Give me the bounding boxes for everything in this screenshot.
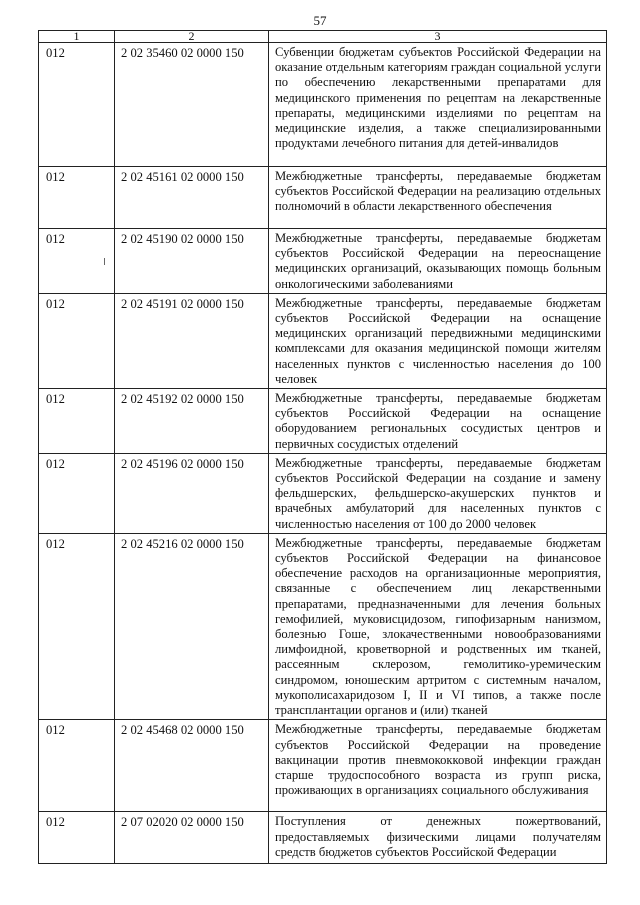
table-row: [39, 720, 607, 812]
table-row: [39, 453, 607, 533]
table-row: [39, 229, 607, 294]
revenue-description-cell: Межбюджетные трансферты, передаваемые бюджетам субъектов Российской Федерации на проведение вакцинации против пневмококковой инфекции граждан старше трудоспособного возраста из групп риска, проживающих в организациях социального обслуживания: [269, 720, 607, 812]
table-row: [39, 293, 607, 388]
admin-code-cell: 012: [39, 812, 115, 864]
admin-code-cell: 012: [39, 43, 115, 167]
revenue-description-cell: Межбюджетные трансферты, передаваемые бюджетам субъектов Российской Федерации на финансовое обеспечение расходов на организационные мероприятия, связанные с обеспечением лиц лекарственными препаратами, предназначенными для лечения больных гемофилией, муковисцидозом, гипофизарным нанизмом, болезнью Гоше, злокачественными новообразованиями лимфоидной, кроветворной и родственных им тканей, рассеянным склерозом, гемолитико-уремическим синдромом, юношеским артритом с системным началом, мукополисахаридозом I, II и VI типов, а также после трансплантации органов и (или) тканей: [269, 533, 607, 719]
admin-code-cell: 012: [39, 293, 115, 388]
admin-code-cell: 012: [39, 720, 115, 812]
budget-classification-code-cell: 2 02 45216 02 0000 150: [115, 533, 269, 719]
budget-classification-code-cell: 2 02 45196 02 0000 150: [115, 453, 269, 533]
admin-code-cell: 012: [39, 453, 115, 533]
table-row: [39, 389, 607, 454]
admin-code-cell: 012: [39, 533, 115, 719]
budget-classification-code-cell: 2 02 45468 02 0000 150: [115, 720, 269, 812]
column-header-3: 3: [269, 31, 607, 43]
budget-classification-code-cell: 2 02 45191 02 0000 150: [115, 293, 269, 388]
table-row: [39, 43, 607, 167]
revenue-description-cell: Субвенции бюджетам субъектов Российской Федерации на оказание отдельным категориям граждан социальной услуги по обеспечению лекарственными препаратами для медицинского применения по рецептам на лекарственные препараты, медицинскими изделиями по рецептам на медицинские изделия, а также специализированными продуктами лечебного питания для детей-инвалидов: [269, 43, 607, 167]
admin-code-cell: 012: [39, 389, 115, 454]
revenue-description-cell: Межбюджетные трансферты, передаваемые бюджетам субъектов Российской Федерации на оснащение оборудованием региональных сосудистых центров и первичных сосудистых отделений: [269, 389, 607, 454]
table-row: [39, 812, 607, 864]
budget-classification-code-cell: 2 07 02020 02 0000 150: [115, 812, 269, 864]
revenue-description-cell: Поступления от денежных пожертвований, предоставляемых физическими лицами получателям средств бюджетов субъектов Российской Федерации: [269, 812, 607, 864]
column-header-2: 2: [115, 31, 269, 43]
admin-code-cell: 012: [39, 167, 115, 229]
budget-classification-code-cell: 2 02 45192 02 0000 150: [115, 389, 269, 454]
revenue-description-cell: Межбюджетные трансферты, передаваемые бюджетам субъектов Российской Федерации на реализацию отдельных полномочий в области лекарственного обеспечения: [269, 167, 607, 229]
budget-classification-code-cell: 2 02 45161 02 0000 150: [115, 167, 269, 229]
table-row: [39, 533, 607, 719]
table-row: [39, 167, 607, 229]
revenue-codes-table: [38, 30, 607, 864]
revenue-description-cell: Межбюджетные трансферты, передаваемые бюджетам субъектов Российской Федерации на переоснащение медицинских организаций, оказывающих помощь больным онкологическими заболеваниями: [269, 229, 607, 294]
budget-classification-code-cell: 2 02 45190 02 0000 150: [115, 229, 269, 294]
column-header-1: 1: [39, 31, 115, 43]
budget-classification-code-cell: 2 02 35460 02 0000 150: [115, 43, 269, 167]
table-header-row: [39, 31, 607, 43]
page-number: 57: [313, 13, 327, 28]
revenue-description-cell: Межбюджетные трансферты, передаваемые бюджетам субъектов Российской Федерации на оснащение медицинских организаций передвижными медицинскими комплексами для оказания медицинской помощи жителям населенных пунктов с численностью населения до 100 человек: [269, 293, 607, 388]
admin-code-cell: 012: [39, 229, 115, 294]
revenue-description-cell: Межбюджетные трансферты, передаваемые бюджетам субъектов Российской Федерации на создание и замену фельдшерских, фельдшерско-акушерских пунктов и врачебных амбулаторий для населенных пунктов с численностью населения от 100 до 2000 человек: [269, 453, 607, 533]
